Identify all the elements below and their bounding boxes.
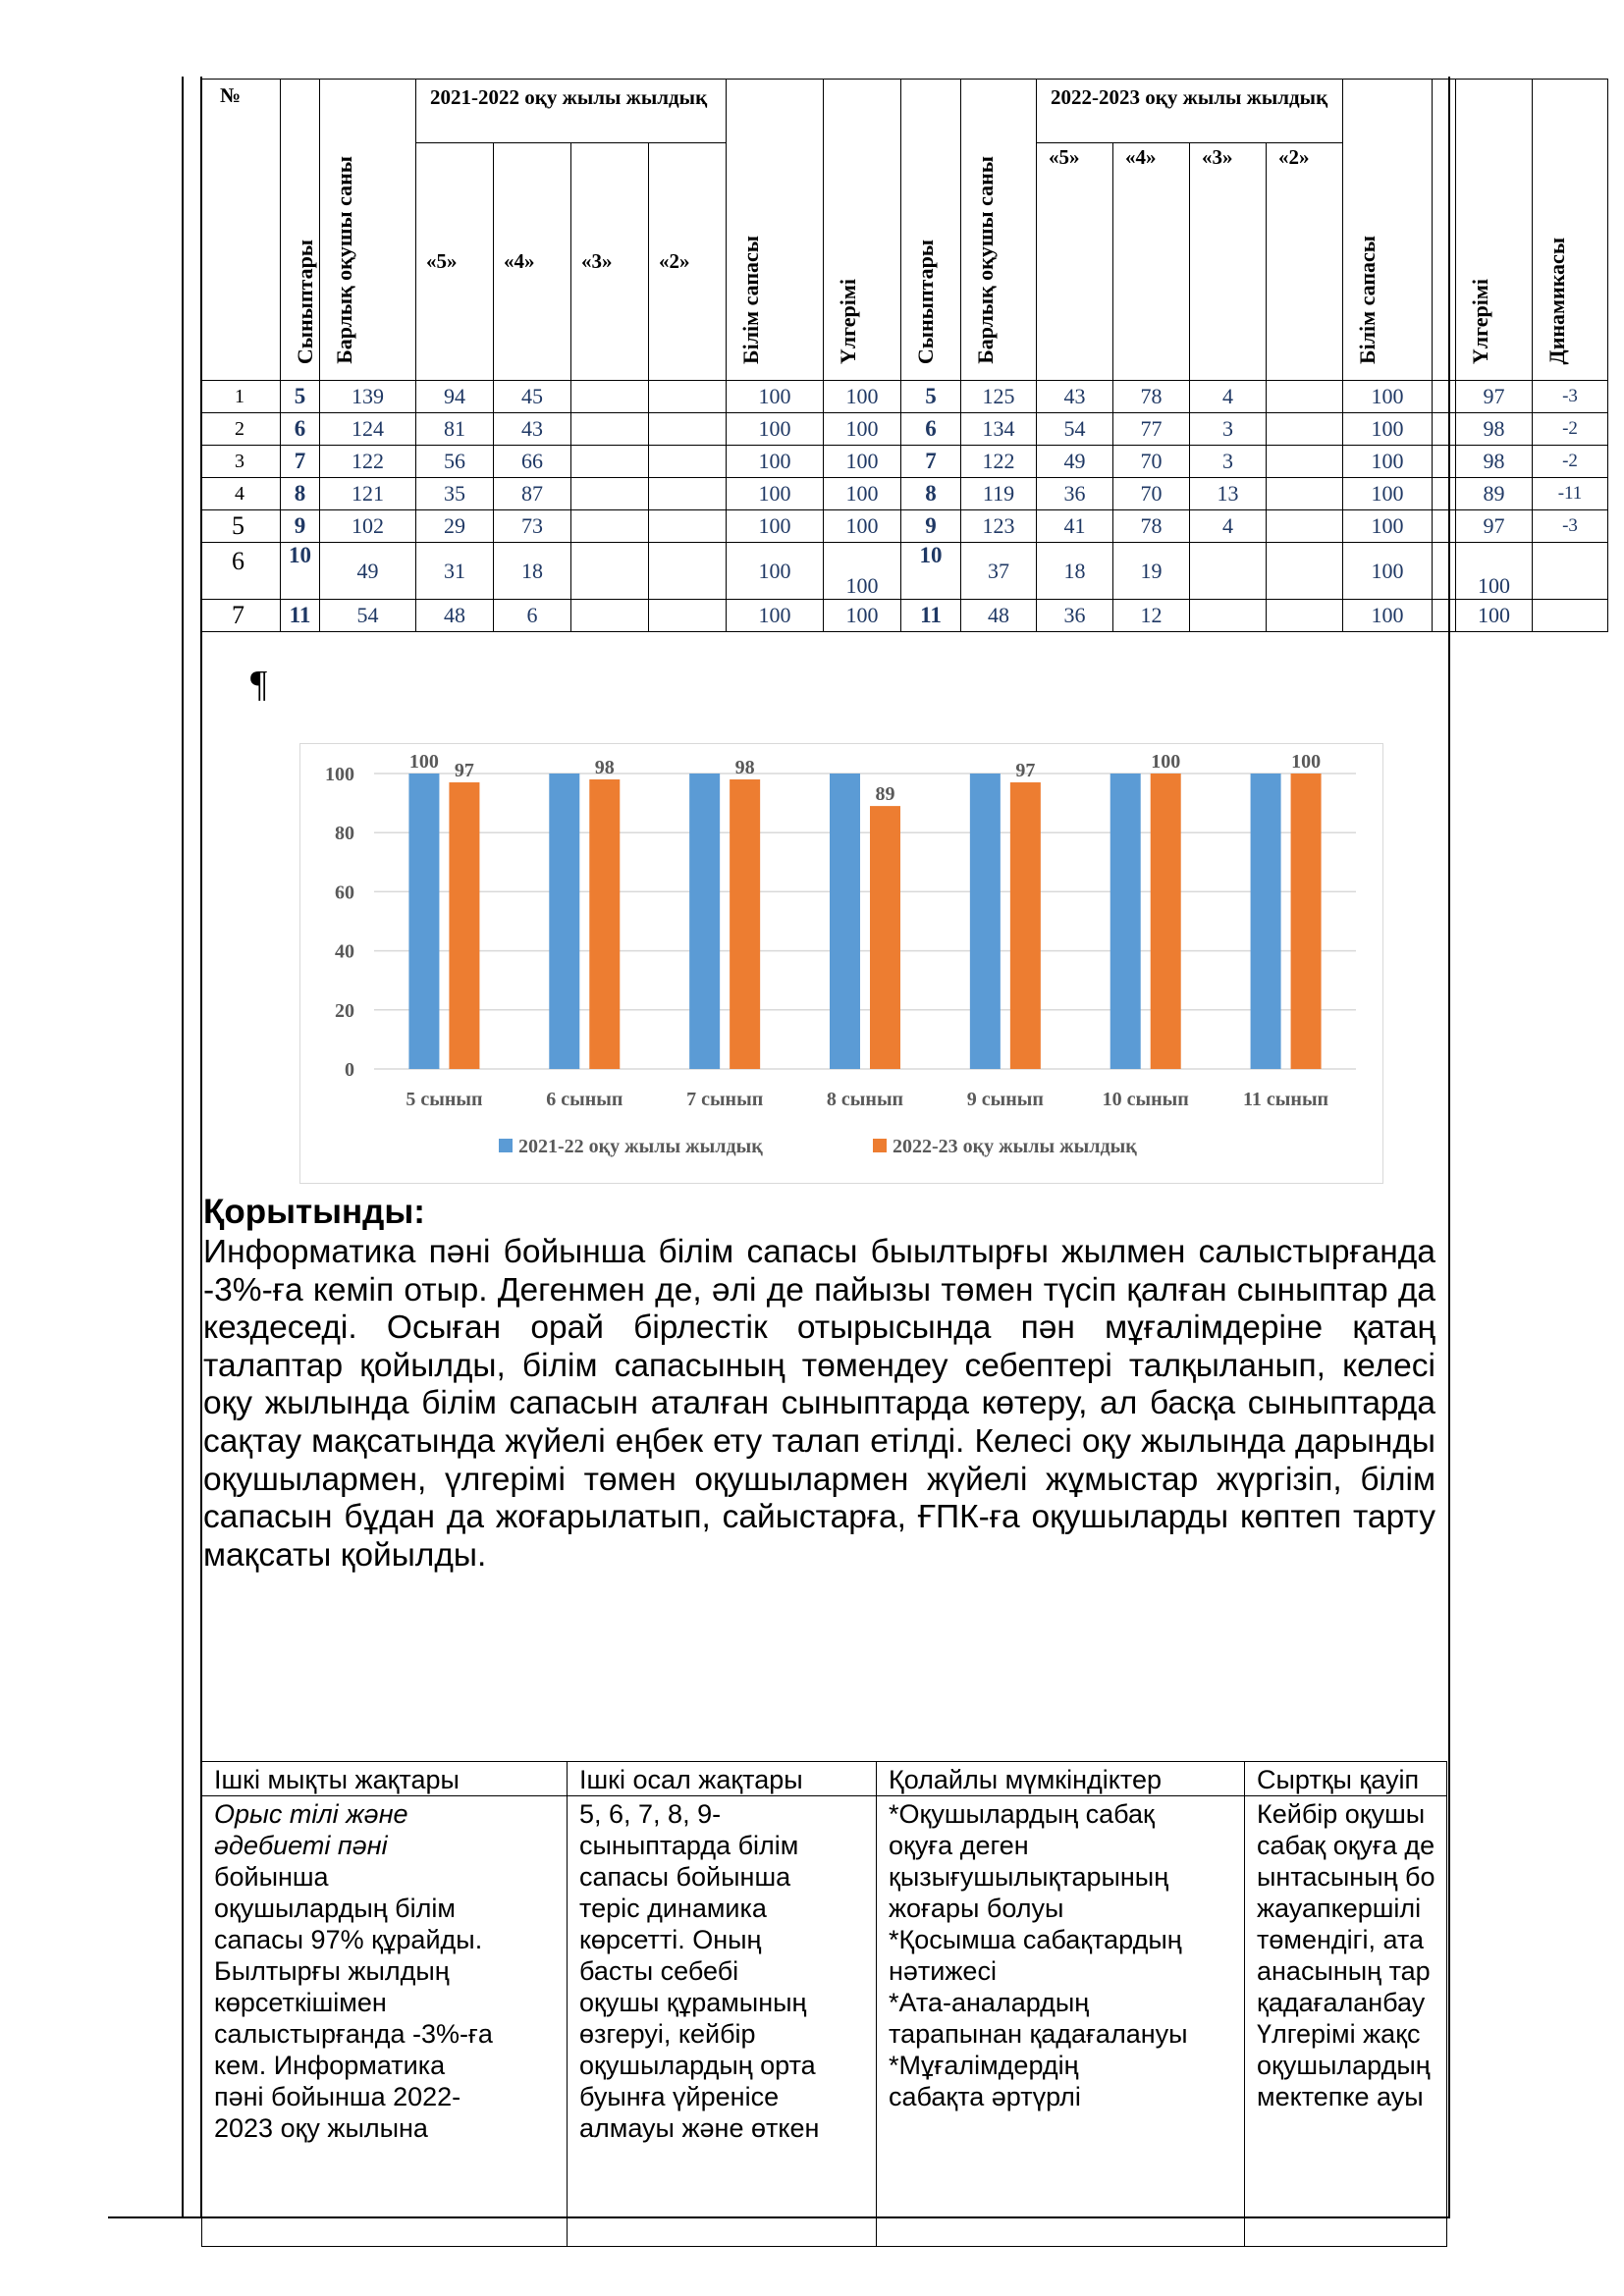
bar-2021-6 — [549, 774, 579, 1069]
grade2-2021 — [649, 478, 727, 510]
x-tick-label: 8 сынып — [826, 1089, 904, 1110]
grade3-2021 — [571, 600, 649, 632]
y-tick-label: 80 — [335, 823, 354, 845]
x-tick-label: 5 сынып — [406, 1089, 483, 1110]
header-num: № — [202, 80, 281, 381]
progress-2022: 100 — [1456, 543, 1533, 600]
frame-line-left-outer — [182, 77, 184, 2218]
swot-line: жоғары болуы — [889, 1894, 1064, 1923]
progress-2021: 100 — [824, 478, 901, 510]
students-2022: 134 — [961, 413, 1037, 446]
swot-line: сабақ оқуға де — [1257, 1831, 1435, 1860]
swot-line: қадағаланбау — [1257, 1988, 1426, 2017]
bar-chart — [300, 744, 1382, 1183]
grade2-2021 — [649, 413, 727, 446]
swot-line: қызығушылықтарының — [889, 1862, 1169, 1892]
grade4-2022: 12 — [1113, 600, 1190, 632]
results-table — [201, 79, 1608, 632]
grade3-2021 — [571, 510, 649, 543]
gap-cell — [1433, 543, 1456, 600]
bar-2022-7 — [730, 779, 760, 1069]
class-2022: 11 — [901, 600, 961, 632]
header-classes-2: Сыныптары — [901, 80, 961, 381]
bar-2022-11 — [1291, 774, 1322, 1069]
y-tick-label: 0 — [345, 1059, 354, 1081]
row-number: 6 — [202, 543, 281, 600]
quality-2021: 100 — [727, 446, 824, 478]
grade5-2021: 35 — [416, 478, 494, 510]
students-2021: 102 — [320, 510, 416, 543]
swot-line: ынтасының бо — [1257, 1862, 1435, 1892]
gap-cell — [1433, 413, 1456, 446]
grade4-2022: 19 — [1113, 543, 1190, 600]
grade3-2022 — [1190, 600, 1267, 632]
table-row — [202, 543, 1608, 600]
header-grade5-2: «5» — [1037, 143, 1113, 381]
quality-2022: 100 — [1343, 446, 1433, 478]
row-number: 3 — [202, 446, 281, 478]
swot-header-threats: Сыртқы қауіп — [1245, 1762, 1447, 1796]
x-tick-label: 7 сынып — [686, 1089, 764, 1110]
header-grade3-2: «3» — [1190, 143, 1267, 381]
progress-2022: 89 — [1456, 478, 1533, 510]
bar-2022-8 — [870, 806, 900, 1069]
progress-2022: 100 — [1456, 600, 1533, 632]
grade5-2021: 56 — [416, 446, 494, 478]
header-grade2-2: «2» — [1267, 143, 1343, 381]
swot-line: мектепке ауы — [1257, 2082, 1424, 2111]
dynamics-value: -11 — [1533, 478, 1608, 510]
grade2-2022 — [1267, 413, 1343, 446]
class-2021: 11 — [281, 600, 320, 632]
quality-2022: 100 — [1343, 543, 1433, 600]
swot-strengths-cell — [202, 1796, 568, 2247]
y-tick-label: 20 — [335, 999, 354, 1022]
gap-cell — [1433, 381, 1456, 413]
y-tick-label: 40 — [335, 940, 354, 963]
data-label: 97 — [454, 760, 474, 782]
y-tick-label: 60 — [335, 881, 354, 904]
students-2021: 49 — [320, 543, 416, 600]
grade5-2022: 43 — [1037, 381, 1113, 413]
swot-line: *Ата-аналардың — [889, 1988, 1090, 2017]
data-label: 89 — [875, 783, 895, 806]
bar-2021-11 — [1251, 774, 1281, 1069]
x-tick-label: 6 сынып — [546, 1089, 623, 1110]
table-row — [202, 510, 1608, 543]
swot-line: оқушылардың орта — [579, 2051, 816, 2080]
table-row — [202, 478, 1608, 510]
grade4-2022: 78 — [1113, 510, 1190, 543]
progress-2022: 97 — [1456, 510, 1533, 543]
header-quality-1: Білім сапасы — [727, 80, 824, 381]
swot-line: Үлгерімі жақс — [1257, 2019, 1421, 2049]
grade2-2021 — [649, 446, 727, 478]
table-row — [202, 413, 1608, 446]
swot-line: көрсеткішімен — [214, 1988, 387, 2017]
students-2021: 139 — [320, 381, 416, 413]
grade2-2022 — [1267, 600, 1343, 632]
progress-2021: 100 — [824, 381, 901, 413]
quality-2022: 100 — [1343, 381, 1433, 413]
header-grade5-1: «5» — [416, 143, 494, 381]
dynamics-value: -3 — [1533, 510, 1608, 543]
progress-2021: 100 — [824, 413, 901, 446]
swot-line: *Оқушылардың сабақ — [889, 1799, 1155, 1829]
progress-2022: 98 — [1456, 446, 1533, 478]
grade4-2021: 6 — [494, 600, 571, 632]
progress-2022: 97 — [1456, 381, 1533, 413]
header-classes-1: Сыныптары — [281, 80, 320, 381]
grade4-2022: 77 — [1113, 413, 1190, 446]
grade4-2021: 43 — [494, 413, 571, 446]
grade4-2021: 66 — [494, 446, 571, 478]
gap-cell — [1433, 446, 1456, 478]
grade3-2021 — [571, 381, 649, 413]
swot-line: бойынша — [214, 1862, 329, 1892]
grade3-2022: 3 — [1190, 446, 1267, 478]
swot-line: көрсетті. Оның — [579, 1925, 762, 1954]
grade3-2022: 4 — [1190, 381, 1267, 413]
gap-cell — [1433, 510, 1456, 543]
x-tick-label: 9 сынып — [966, 1089, 1044, 1110]
bar-2021-8 — [830, 774, 860, 1069]
grade5-2022: 36 — [1037, 478, 1113, 510]
quality-2022: 100 — [1343, 478, 1433, 510]
progress-2021: 100 — [824, 510, 901, 543]
header-grade4-1: «4» — [494, 143, 571, 381]
bar-2021-9 — [970, 774, 1001, 1069]
swot-line: басты себебі — [579, 1956, 739, 1986]
table-row — [202, 600, 1608, 632]
data-label: 100 — [1291, 751, 1322, 773]
header-grade4-2: «4» — [1113, 143, 1190, 381]
legend-swatch — [499, 1139, 513, 1152]
grade4-2021: 45 — [494, 381, 571, 413]
class-2022: 6 — [901, 413, 961, 446]
legend-label: 2021-22 оқу жылы жылдық — [518, 1136, 763, 1157]
table-row — [202, 381, 1608, 413]
header-grade3-1: «3» — [571, 143, 649, 381]
header-progress-1: Үлгерімі — [824, 80, 901, 381]
grade5-2022: 36 — [1037, 600, 1113, 632]
bar-2021-5 — [408, 774, 439, 1069]
swot-header-opportunities: Қолайлы мүмкіндіктер — [877, 1762, 1245, 1796]
swot-line: 5, 6, 7, 8, 9- — [579, 1799, 722, 1829]
grade2-2022 — [1267, 446, 1343, 478]
grade3-2022: 4 — [1190, 510, 1267, 543]
quality-2021: 100 — [727, 478, 824, 510]
quality-2022: 100 — [1343, 600, 1433, 632]
students-2022: 122 — [961, 446, 1037, 478]
class-2022: 9 — [901, 510, 961, 543]
header-grade2-1: «2» — [649, 143, 727, 381]
grade3-2021 — [571, 413, 649, 446]
quality-2021: 100 — [727, 510, 824, 543]
grade2-2021 — [649, 543, 727, 600]
grade4-2022: 70 — [1113, 478, 1190, 510]
header-period-1: 2021-2022 оқу жылы жылдық — [416, 80, 727, 143]
dynamics-value — [1533, 600, 1608, 632]
grade4-2022: 70 — [1113, 446, 1190, 478]
swot-line: алмауы және өткен — [579, 2113, 820, 2143]
header-gap — [1433, 80, 1456, 381]
swot-line: оқуға деген — [889, 1831, 1029, 1860]
class-2021: 9 — [281, 510, 320, 543]
header-quality-2: Білім сапасы — [1343, 80, 1433, 381]
swot-line: салыстырғанда -3%-ға — [214, 2019, 493, 2049]
header-period-2: 2022-2023 оқу жылы жылдық — [1037, 80, 1343, 143]
data-label: 100 — [408, 751, 439, 773]
class-2022: 10 — [901, 543, 961, 600]
progress-2021: 100 — [824, 600, 901, 632]
grade5-2021: 31 — [416, 543, 494, 600]
quality-2021: 100 — [727, 413, 824, 446]
data-label: 97 — [1015, 760, 1036, 782]
swot-line: өзгеруі, кейбір — [579, 2019, 756, 2049]
swot-opportunities-cell — [877, 1796, 1245, 2247]
grade3-2021 — [571, 446, 649, 478]
quality-2022: 100 — [1343, 510, 1433, 543]
gap-cell — [1433, 478, 1456, 510]
swot-line: оқушылардың — [1257, 2051, 1431, 2080]
bar-2022-9 — [1010, 782, 1041, 1069]
swot-line: кем. Информатика — [214, 2051, 446, 2080]
grade5-2021: 29 — [416, 510, 494, 543]
swot-line: әдебиеті пәні — [214, 1831, 388, 1860]
swot-line: теріс динамика — [579, 1894, 767, 1923]
class-2021: 7 — [281, 446, 320, 478]
swot-line: сапасы 97% құрайды. — [214, 1925, 483, 1954]
swot-line: төмендігі, ата — [1257, 1925, 1424, 1954]
header-progress-2: Үлгерімі — [1456, 80, 1533, 381]
students-2022: 125 — [961, 381, 1037, 413]
swot-header-weaknesses: Ішкі осал жақтары — [568, 1762, 877, 1796]
grade5-2021: 81 — [416, 413, 494, 446]
conclusion-title: Қорытынды: — [203, 1193, 425, 1231]
class-2021: 6 — [281, 413, 320, 446]
grade3-2021 — [571, 543, 649, 600]
swot-line: Кейбір оқушы — [1257, 1799, 1426, 1829]
grade3-2022: 13 — [1190, 478, 1267, 510]
swot-line: оқушылардың білім — [214, 1894, 456, 1923]
quality-2021: 100 — [727, 600, 824, 632]
progress-2021: 100 — [824, 543, 901, 600]
grade2-2022 — [1267, 478, 1343, 510]
x-tick-label: 10 сынып — [1102, 1089, 1189, 1110]
swot-header-strengths: Ішкі мықты жақтары — [202, 1762, 568, 1796]
swot-line: сабақта әртүрлі — [889, 2082, 1081, 2111]
swot-weaknesses-cell — [568, 1796, 877, 2247]
dynamics-value — [1533, 543, 1608, 600]
header-students-1: Барлық оқушы саны — [320, 80, 416, 381]
grade2-2022 — [1267, 381, 1343, 413]
data-label: 100 — [1151, 751, 1181, 773]
quality-2021: 100 — [727, 543, 824, 600]
dynamics-value: -3 — [1533, 381, 1608, 413]
swot-line: анасының тар — [1257, 1956, 1431, 1986]
data-label: 98 — [594, 757, 615, 779]
students-2021: 54 — [320, 600, 416, 632]
swot-line: Былтырғы жылдың — [214, 1956, 450, 1986]
header-students-2: Барлық оқушы саны — [961, 80, 1037, 381]
grade5-2021: 94 — [416, 381, 494, 413]
class-2022: 7 — [901, 446, 961, 478]
grade5-2022: 49 — [1037, 446, 1113, 478]
grade4-2021: 18 — [494, 543, 571, 600]
swot-line: жауапкершілі — [1257, 1894, 1422, 1923]
students-2021: 124 — [320, 413, 416, 446]
class-2021: 5 — [281, 381, 320, 413]
swot-threats-cell — [1245, 1796, 1447, 2247]
dynamics-value: -2 — [1533, 413, 1608, 446]
class-2022: 8 — [901, 478, 961, 510]
swot-line: 2023 оқу жылына — [214, 2113, 428, 2143]
dynamics-value: -2 — [1533, 446, 1608, 478]
students-2022: 37 — [961, 543, 1037, 600]
bar-2022-5 — [449, 782, 479, 1069]
bar-2021-7 — [689, 774, 720, 1069]
class-2021: 10 — [281, 543, 320, 600]
grade5-2022: 18 — [1037, 543, 1113, 600]
grade3-2022 — [1190, 543, 1267, 600]
grade5-2022: 41 — [1037, 510, 1113, 543]
students-2022: 123 — [961, 510, 1037, 543]
legend-swatch — [873, 1139, 887, 1152]
bar-2022-6 — [589, 779, 620, 1069]
grade4-2021: 87 — [494, 478, 571, 510]
swot-line: буынға үйренісе — [579, 2082, 780, 2111]
swot-table — [201, 1761, 1447, 2247]
data-label: 98 — [734, 757, 755, 779]
quality-2021: 100 — [727, 381, 824, 413]
quality-2022: 100 — [1343, 413, 1433, 446]
row-number: 2 — [202, 413, 281, 446]
grade4-2022: 78 — [1113, 381, 1190, 413]
swot-line: *Қосымша сабақтардың — [889, 1925, 1182, 1954]
swot-line: сыныптарда білім — [579, 1831, 799, 1860]
row-number: 7 — [202, 600, 281, 632]
table-row — [202, 446, 1608, 478]
swot-line: сапасы бойынша — [579, 1862, 791, 1892]
header-dynamics: Динамикасы — [1533, 80, 1608, 381]
grade2-2022 — [1267, 543, 1343, 600]
students-2022: 119 — [961, 478, 1037, 510]
grade3-2022: 3 — [1190, 413, 1267, 446]
bar-2022-10 — [1151, 774, 1181, 1069]
grade2-2022 — [1267, 510, 1343, 543]
swot-line: пәні бойынша 2022- — [214, 2082, 461, 2111]
grade5-2021: 48 — [416, 600, 494, 632]
swot-line: *Мұғалімдердің — [889, 2051, 1079, 2080]
grade4-2021: 73 — [494, 510, 571, 543]
y-tick-label: 100 — [325, 764, 354, 785]
swot-line: нәтижесі — [889, 1956, 997, 1986]
class-2021: 8 — [281, 478, 320, 510]
bar-2021-10 — [1110, 774, 1141, 1069]
grade2-2021 — [649, 381, 727, 413]
students-2021: 121 — [320, 478, 416, 510]
swot-line: тарапынан қадағалануы — [889, 2019, 1188, 2049]
x-tick-label: 11 сынып — [1243, 1089, 1329, 1110]
legend-label: 2022-23 оқу жылы жылдық — [893, 1136, 1137, 1157]
grade3-2021 — [571, 478, 649, 510]
row-number: 1 — [202, 381, 281, 413]
class-2022: 5 — [901, 381, 961, 413]
progress-2022: 98 — [1456, 413, 1533, 446]
pilcrow-mark: ¶ — [250, 664, 268, 705]
grade5-2022: 54 — [1037, 413, 1113, 446]
grade2-2021 — [649, 510, 727, 543]
conclusion-text: Информатика пәні бойынша білім сапасы быылтырғы жылмен салыстырғанда -3%-ға кеміп отыр. Дегенмен де, әлі де пайызы төмен түсіп қалған сыныптар да кездеседі. Осыған орай бірлестік отырысында пән мұғалімдеріне қатаң талаптар қойылды, білім сапасының төмендеу себептері талқыланып, келесі оқу жылында білім сапасын аталған сыныптарда көтеру, ал басқа сыныптарда сақтау мақсатында жүйелі еңбек ету талап етілді. Келесі оқу жылында дарынды оқушылармен, үлгерімі төмен оқушылармен жүйелі жұмыстар жүргізіп, білім сапасын бұдан да жоғарылатып, сайыстарға, ҒПК-ға оқушыларды көптеп тарту мақсаты қойылды. — [203, 1234, 1435, 1574]
chart-container — [299, 743, 1383, 1184]
swot-line: оқушы құрамының — [579, 1988, 807, 2017]
gap-cell — [1433, 600, 1456, 632]
row-number: 5 — [202, 510, 281, 543]
progress-2021: 100 — [824, 446, 901, 478]
grade2-2021 — [649, 600, 727, 632]
students-2022: 48 — [961, 600, 1037, 632]
row-number: 4 — [202, 478, 281, 510]
swot-line: Орыс тілі және — [214, 1799, 408, 1829]
students-2021: 122 — [320, 446, 416, 478]
